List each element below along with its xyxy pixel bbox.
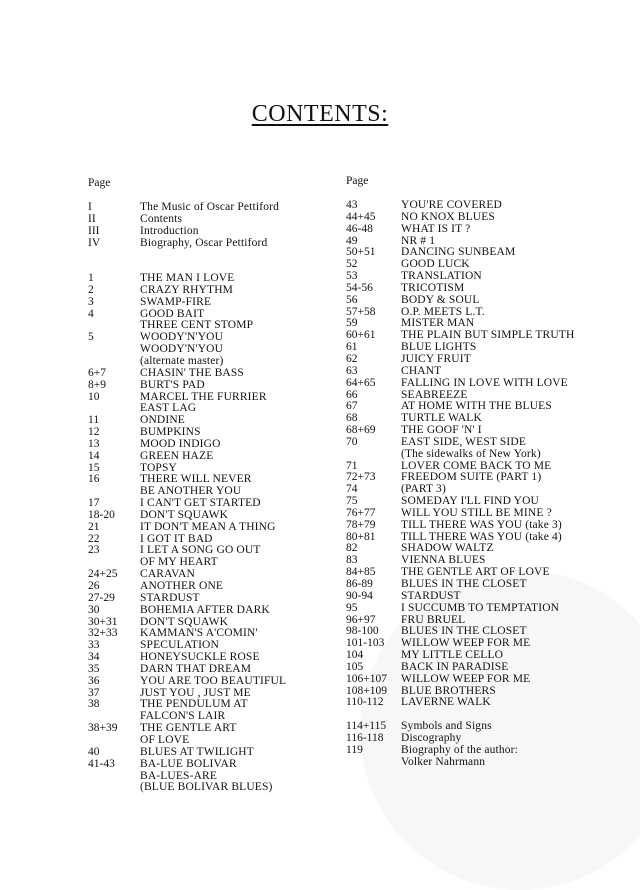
page-number: 4: [88, 307, 94, 320]
entry-title: BLUE BROTHERS: [401, 684, 496, 697]
page-number: 6+7: [88, 366, 106, 379]
contents-entry: [346, 413, 626, 425]
page-number: [88, 320, 140, 332]
entry-title: CHANT: [401, 364, 442, 377]
page-number: 61: [346, 341, 358, 354]
page-number: 24+25: [88, 568, 118, 581]
contents-entry: [88, 238, 348, 250]
contents-entry: [346, 366, 626, 378]
entry-title: BLUES AT TWILIGHT: [140, 745, 254, 758]
page-number: 56: [346, 293, 358, 306]
page-number: 60+61: [346, 329, 376, 342]
page-number: 68+69: [346, 424, 376, 437]
page-number: 96+97: [346, 613, 376, 626]
contents-entry: [346, 283, 626, 295]
page-number: 74: [346, 483, 358, 496]
page-number: 76+77: [346, 506, 376, 519]
page-number: 11: [88, 414, 100, 427]
contents-entry: [88, 664, 348, 676]
entry-title: MISTER MAN: [401, 317, 475, 330]
page-number: 98-100: [346, 625, 379, 638]
entry-title: SEABREEZE: [401, 388, 468, 401]
page-number: 32+33: [88, 627, 118, 640]
entry-title: GREEN HAZE: [140, 449, 214, 462]
entry-title: (BLUE BOLIVAR BLUES): [140, 781, 273, 794]
entry-title: The Music of Oscar Pettiford: [140, 201, 279, 213]
contents-entry: [88, 676, 348, 688]
contents-entry: [88, 214, 348, 226]
contents-entry: [88, 451, 348, 463]
entry-title: SHADOW WALTZ: [401, 542, 494, 555]
page-number: 3: [88, 295, 94, 308]
entry-title: TOPSY: [140, 461, 177, 474]
page-number: 75: [346, 495, 358, 508]
contents-entry: [346, 603, 626, 615]
entry-title: THE PLAIN BUT SIMPLE TRUTH: [401, 329, 575, 342]
page-number: 8+9: [88, 378, 106, 391]
entry-title: HONEYSUCKLE ROSE: [140, 651, 260, 664]
page-number: 83: [346, 554, 358, 567]
page-number: 105: [346, 660, 364, 673]
page-number: 114+115: [346, 720, 387, 733]
contents-entry: [88, 747, 348, 759]
entry-title: FRU BRUEL: [401, 613, 466, 626]
contents-entry: [346, 520, 626, 532]
entry-title: KAMMAN'S A'COMIN': [140, 627, 258, 640]
contents-entry: [346, 662, 626, 674]
page-number: 95: [346, 601, 358, 614]
entry-title: THERE WILL NEVER: [140, 473, 252, 486]
page-number: 104: [346, 649, 364, 662]
page-number: 26: [88, 580, 100, 592]
page-number: 10: [88, 390, 100, 403]
page-number: 17: [88, 497, 100, 510]
entry-title: WHAT IS IT ?: [401, 222, 471, 235]
contents-entry: [346, 591, 626, 603]
page-number: 53: [346, 270, 358, 283]
contents-entry: [88, 415, 348, 427]
spacer: [88, 249, 348, 273]
page-number: 50+51: [346, 246, 376, 259]
entry-title: LAVERNE WALK: [401, 696, 491, 709]
page-number: 67: [346, 400, 358, 413]
page-number: 44+45: [346, 210, 376, 223]
page-number: 16: [88, 473, 100, 486]
contents-entry: [88, 297, 348, 309]
entry-title: I CAN'T GET STARTED: [140, 497, 261, 510]
page-number: [346, 757, 401, 769]
entry-title: NO KNOX BLUES: [401, 210, 495, 223]
contents-entry: [346, 224, 626, 236]
contents-entry: [88, 226, 348, 238]
entry-title: BLUES IN THE CLOSET: [401, 625, 527, 638]
contents-entry: [88, 581, 348, 593]
contents-entry: [88, 605, 348, 617]
contents-entry: [346, 697, 626, 709]
entry-title: BURT'S PAD: [140, 378, 205, 391]
page-number: 13: [88, 437, 100, 450]
contents-left-column: [88, 178, 348, 794]
entry-title: GOOD BAIT: [140, 307, 205, 320]
entry-title: CRAZY RHYTHM: [140, 283, 234, 296]
entry-title: Biography, Oscar Pettiford: [140, 236, 268, 249]
contents-entry: [88, 202, 348, 214]
page-number: 22: [88, 532, 100, 545]
page-number: 68: [346, 412, 358, 425]
page-number: 27-29: [88, 591, 115, 604]
contents-entry: [346, 674, 626, 686]
entry-title: STARDUST: [401, 589, 461, 602]
page-number: 66: [346, 388, 358, 401]
page-number: III: [88, 224, 100, 237]
page-number: 21: [88, 520, 100, 533]
entry-title: JUST YOU , JUST ME: [140, 686, 251, 699]
entry-title: GOOD LUCK: [401, 258, 470, 271]
page-number: 64+65: [346, 376, 376, 389]
contents-entry: [346, 449, 626, 461]
page-number: 49: [346, 234, 358, 247]
contents-entry: [346, 401, 626, 413]
page-number: 71: [346, 459, 358, 472]
contents-entry: [88, 593, 348, 605]
entry-title: WILLOW WEEP FOR ME: [401, 637, 531, 650]
contents-entry: [88, 759, 348, 771]
page-number: [88, 782, 140, 794]
entry-title: Discography: [401, 731, 462, 744]
page-number: 84+85: [346, 566, 376, 579]
entry-title: IT DON'T MEAN A THING: [140, 520, 276, 533]
entry-title: DON'T SQUAWK: [140, 615, 229, 628]
page-number: 78+79: [346, 518, 376, 531]
entry-title: (The sidewalks of New York): [401, 447, 541, 460]
entry-title: EAST LAG: [140, 402, 197, 415]
entry-title: FALCON'S LAIR: [140, 710, 226, 723]
entry-title: CHASIN' THE BASS: [140, 366, 244, 379]
page-number: 35: [88, 662, 100, 675]
contents-entry: [346, 330, 626, 342]
page-number: 5: [88, 331, 94, 344]
entry-title: DARN THAT DREAM: [140, 662, 252, 675]
page-number: 30+31: [88, 615, 118, 628]
front-matter-list: [88, 202, 348, 249]
entry-title: SPECULATION: [140, 639, 219, 652]
entry-title: MARCEL THE FURRIER: [140, 390, 267, 403]
entry-title: DON'T SQUAWK: [140, 508, 229, 521]
entry-title: AT HOME WITH THE BLUES: [401, 400, 552, 413]
entry-title: YOU'RE COVERED: [401, 199, 502, 211]
page-number: I: [88, 201, 92, 213]
page-column-header: Page: [88, 177, 111, 189]
entry-title: BLUES IN THE CLOSET: [401, 578, 527, 590]
entry-title: SOMEDAY I'LL FIND YOU: [401, 495, 540, 508]
page-number: 38+39: [88, 722, 118, 735]
contents-entry: [346, 247, 626, 259]
contents-entry: [346, 757, 626, 769]
entry-title: EAST SIDE, WEST SIDE: [401, 435, 527, 448]
contents-right-column: [346, 176, 626, 769]
entry-title: THE GENTLE ART: [140, 722, 237, 735]
entry-title: TRICOTISM: [401, 281, 465, 294]
contents-entry: [88, 510, 348, 522]
contents-entry: [346, 745, 626, 757]
contents-entry: [346, 543, 626, 555]
page-number: 86-89: [346, 578, 373, 590]
page-number: 80+81: [346, 530, 376, 543]
contents-entry: [88, 439, 348, 451]
entry-title: WOODY'N'YOU: [140, 331, 224, 344]
page-number: IV: [88, 236, 101, 249]
entry-title: BUMPKINS: [140, 426, 201, 439]
entry-title: TILL THERE WAS YOU (take 4): [401, 530, 562, 543]
contents-entry: [346, 307, 626, 319]
contents-entry: [88, 557, 348, 569]
entry-title: O.P. MEETS L.T.: [401, 305, 485, 318]
entry-title: Volker Nahrmann: [401, 755, 486, 768]
page-number: [88, 771, 140, 783]
back-matter-list: [346, 721, 626, 768]
page-number: 101-103: [346, 637, 385, 650]
entry-title: NR # 1: [401, 234, 436, 247]
entry-title: OF LOVE: [140, 733, 190, 746]
entry-title: THE GENTLE ART OF LOVE: [401, 566, 550, 579]
page-number: 30: [88, 603, 100, 616]
page-number: 15: [88, 461, 100, 474]
entry-title: MOOD INDIGO: [140, 437, 221, 450]
entry-title: STARDUST: [140, 591, 200, 604]
page-number: 37: [88, 686, 100, 699]
page-number: 23: [88, 544, 100, 557]
contents-entry: [88, 380, 348, 392]
entry-title: ANOTHER ONE: [140, 580, 224, 592]
entry-title: YOU ARE TOO BEAUTIFUL: [140, 674, 287, 687]
page-number: 63: [346, 364, 358, 377]
contents-entry: [346, 472, 626, 484]
entry-title: BA-LUES-ARE: [140, 769, 218, 782]
entry-title: I LET A SONG GO OUT: [140, 544, 261, 557]
entry-title: THE GOOF 'N' I: [401, 424, 482, 437]
page-number: 18-20: [88, 508, 115, 521]
song-list: [88, 273, 348, 794]
entry-title: (alternate master): [140, 354, 224, 367]
entry-title: THE MAN I LOVE: [140, 272, 235, 285]
contents-entry: [88, 545, 348, 557]
entry-title: (PART 3): [401, 483, 446, 496]
contents-entry: [346, 378, 626, 390]
page-number: 40: [88, 745, 100, 758]
contents-entry: [88, 782, 348, 794]
entry-title: ONDINE: [140, 414, 185, 427]
page-number: 1: [88, 272, 94, 285]
entry-title: BOHEMIA AFTER DARK: [140, 603, 270, 616]
song-list: [346, 200, 626, 709]
contents-entry: [346, 295, 626, 307]
entry-title: WILLOW WEEP FOR ME: [401, 672, 531, 685]
page-number: [88, 344, 140, 356]
page-number: 119: [346, 743, 363, 756]
page-number: [346, 449, 401, 461]
entry-title: Introduction: [140, 224, 199, 237]
entry-title: Contents: [140, 212, 183, 225]
entry-title: Biography of the author:: [401, 743, 518, 756]
page-number: 33: [88, 639, 100, 652]
entry-title: BA-LUE BOLIVAR: [140, 757, 237, 770]
entry-title: TURTLE WALK: [401, 412, 482, 425]
contents-entry: [346, 437, 626, 449]
entry-title: I SUCCUMB TO TEMPTATION: [401, 601, 560, 614]
contents-entry: [346, 579, 626, 591]
contents-entry: [346, 721, 626, 733]
page-number: 14: [88, 449, 100, 462]
entry-title: THE PENDULUM AT: [140, 698, 248, 711]
contents-entry: [346, 271, 626, 283]
page-number: 110-112: [346, 696, 384, 709]
entry-title: JUICY FRUIT: [401, 352, 471, 365]
page-number: 106+107: [346, 672, 387, 685]
entry-title: BE ANOTHER YOU: [140, 485, 242, 498]
entry-title: DANCING SUNBEAM: [401, 246, 516, 259]
entry-title: FALLING IN LOVE WITH LOVE: [401, 376, 568, 389]
entry-title: FREEDOM SUITE (PART 1): [401, 471, 542, 484]
page-number: 38: [88, 698, 100, 711]
page-number: 2: [88, 283, 94, 296]
contents-entry: [88, 392, 348, 404]
page-number: 46-48: [346, 222, 373, 235]
entry-title: TILL THERE WAS YOU (take 3): [401, 518, 562, 531]
page-number: 72+73: [346, 471, 376, 484]
entry-title: BLUE LIGHTS: [401, 341, 477, 354]
entry-title: WOODY'N'YOU: [140, 343, 224, 356]
entry-title: THREE CENT STOMP: [140, 319, 254, 332]
entry-title: SWAMP-FIRE: [140, 295, 212, 308]
page-column-header: Page: [346, 175, 369, 187]
contents-entry: [88, 285, 348, 297]
entry-title: BODY & SOUL: [401, 293, 480, 306]
page-number: 57+58: [346, 305, 376, 318]
page-number: 82: [346, 542, 358, 555]
page-number: 70: [346, 435, 358, 448]
entry-title: I GOT IT BAD: [140, 532, 213, 545]
entry-title: VIENNA BLUES: [401, 554, 486, 567]
entry-title: WILL YOU STILL BE MINE ?: [401, 506, 552, 519]
page-number: 41-43: [88, 757, 115, 770]
page-title: CONTENTS:: [251, 101, 389, 127]
entry-title: TRANSLATION: [401, 270, 482, 283]
entry-title: OF MY HEART: [140, 556, 218, 569]
contents-entry: [346, 354, 626, 366]
page-number: 54-56: [346, 281, 373, 294]
page-number: 34: [88, 651, 100, 664]
page-number: 52: [346, 258, 358, 271]
contents-entry: [88, 723, 348, 735]
page-number: II: [88, 212, 96, 225]
page-number: 36: [88, 674, 100, 687]
entry-title: CARAVAN: [140, 568, 195, 581]
entry-title: Symbols and Signs: [401, 720, 492, 733]
page-number: 59: [346, 317, 358, 330]
contents-entry: [346, 259, 626, 271]
entry-title: MY LITTLE CELLO: [401, 649, 504, 662]
page-number: 12: [88, 426, 100, 439]
contents-entry: [88, 368, 348, 380]
contents-entry: [346, 212, 626, 224]
page-number: 90-94: [346, 589, 373, 602]
contents-entry: [346, 342, 626, 354]
contents-entry: [88, 403, 348, 415]
entry-title: LOVER COME BACK TO ME: [401, 459, 552, 472]
contents-entry: [88, 522, 348, 534]
page-number: 62: [346, 352, 358, 365]
page-number: 116-118: [346, 731, 384, 744]
entry-title: BACK IN PARADISE: [401, 660, 509, 673]
page-number: 43: [346, 199, 358, 211]
page-number: 108+109: [346, 684, 387, 697]
contents-entry: [346, 508, 626, 520]
